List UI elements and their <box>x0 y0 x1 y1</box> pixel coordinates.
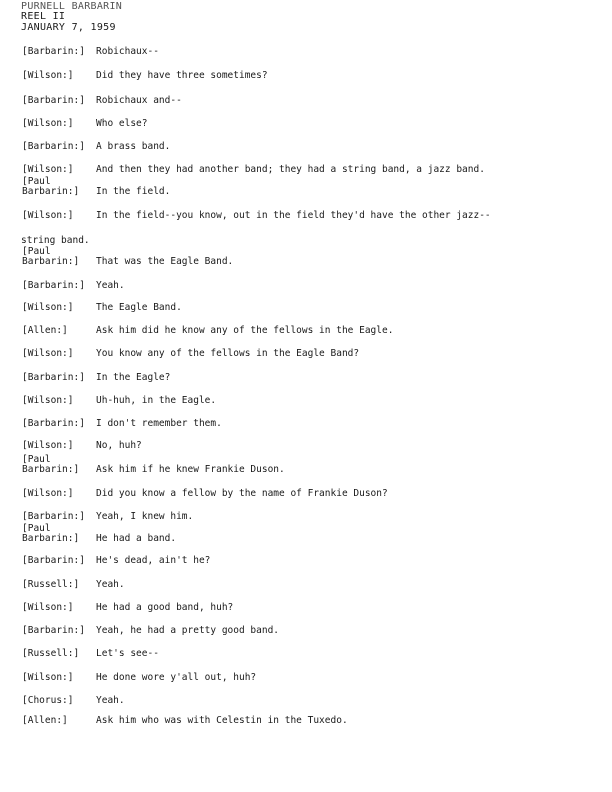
speech-text: Yeah, I knew him. <box>96 511 194 522</box>
speaker-label: [Barbarin:] <box>22 280 85 291</box>
speech-text: Yeah. <box>96 280 125 291</box>
speaker-label: [Wilson:] <box>22 302 74 313</box>
speech-text: He had a good band, huh? <box>96 602 234 613</box>
speech-text: No, huh? <box>96 440 142 451</box>
continuation-text: string band. <box>21 235 90 246</box>
speaker-label: [Barbarin:] <box>22 95 85 106</box>
speaker-first-name: [Paul <box>22 246 51 257</box>
speaker-first-name: [Paul <box>22 523 51 534</box>
speaker-first-name: [Paul <box>22 454 51 465</box>
speech-text: Yeah. <box>96 695 125 706</box>
speech-text: Ask him did he know any of the fellows in the Eagle. <box>96 325 394 336</box>
speech-text: Did you know a fellow by the name of Frankie Duson? <box>96 488 388 499</box>
speech-text: That was the Eagle Band. <box>96 256 234 267</box>
speech-text: In the field. <box>96 186 171 197</box>
speaker-label: [Allen:] <box>22 325 68 336</box>
speech-text: The Eagle Band. <box>96 302 182 313</box>
speaker-label: [Russell:] <box>22 579 80 590</box>
speech-text: I don't remember them. <box>96 418 222 429</box>
speaker-label: [Barbarin:] <box>22 511 85 522</box>
speaker-label: [Wilson:] <box>22 672 74 683</box>
interviewee-name: PURNELL BARBARIN <box>21 1 123 12</box>
speech-text: He done wore y'all out, huh? <box>96 672 257 683</box>
speech-text: Yeah, he had a pretty good band. <box>96 625 280 636</box>
speech-text: Robichaux-- <box>96 46 159 57</box>
speaker-label: [Barbarin:] <box>22 46 85 57</box>
speech-text: And then they had another band; they had a string band, a jazz band. <box>96 164 485 175</box>
speaker-label: [Barbarin:] <box>22 141 85 152</box>
speaker-label: [Barbarin:] <box>22 418 85 429</box>
speaker-label: [Wilson:] <box>22 210 74 221</box>
speech-text: In the Eagle? <box>96 372 171 383</box>
speech-text: You know any of the fellows in the Eagle Band? <box>96 348 360 359</box>
speech-text: In the field--you know, out in the field they'd have the other jazz-- <box>96 210 491 221</box>
speaker-label: [Wilson:] <box>22 602 74 613</box>
speaker-label: [Wilson:] <box>22 395 74 406</box>
speech-text: Ask him who was with Celestin in the Tuxedo. <box>96 715 348 726</box>
speech-text: Who else? <box>96 118 148 129</box>
speaker-label: [Barbarin:] <box>22 555 85 566</box>
speaker-label: Barbarin:] <box>22 464 80 475</box>
speech-text: Ask him if he knew Frankie Duson. <box>96 464 285 475</box>
speech-text: Uh-huh, in the Eagle. <box>96 395 217 406</box>
speech-text: Did they have three sometimes? <box>96 70 268 81</box>
speaker-label: [Russell:] <box>22 648 80 659</box>
speaker-label: [Barbarin:] <box>22 372 85 383</box>
speaker-first-name: [Paul <box>22 176 51 187</box>
speech-text: He had a band. <box>96 533 177 544</box>
speaker-label: [Wilson:] <box>22 164 74 175</box>
speaker-label: [Wilson:] <box>22 70 74 81</box>
speaker-label: [Barbarin:] <box>22 625 85 636</box>
speaker-label: [Wilson:] <box>22 118 74 129</box>
speaker-label: [Wilson:] <box>22 488 74 499</box>
speech-text: Let's see-- <box>96 648 159 659</box>
speaker-label: [Wilson:] <box>22 440 74 451</box>
interview-date: JANUARY 7, 1959 <box>21 22 116 33</box>
speech-text: Robichaux and-- <box>96 95 182 106</box>
speech-text: A brass band. <box>96 141 171 152</box>
speaker-label: Barbarin:] <box>22 186 80 197</box>
speaker-label: [Chorus:] <box>22 695 74 706</box>
reel-number: REEL II <box>21 11 66 22</box>
speech-text: Yeah. <box>96 579 125 590</box>
speaker-label: [Allen:] <box>22 715 68 726</box>
speech-text: He's dead, ain't he? <box>96 555 211 566</box>
speaker-label: Barbarin:] <box>22 533 80 544</box>
speaker-label: Barbarin:] <box>22 256 80 267</box>
speaker-label: [Wilson:] <box>22 348 74 359</box>
